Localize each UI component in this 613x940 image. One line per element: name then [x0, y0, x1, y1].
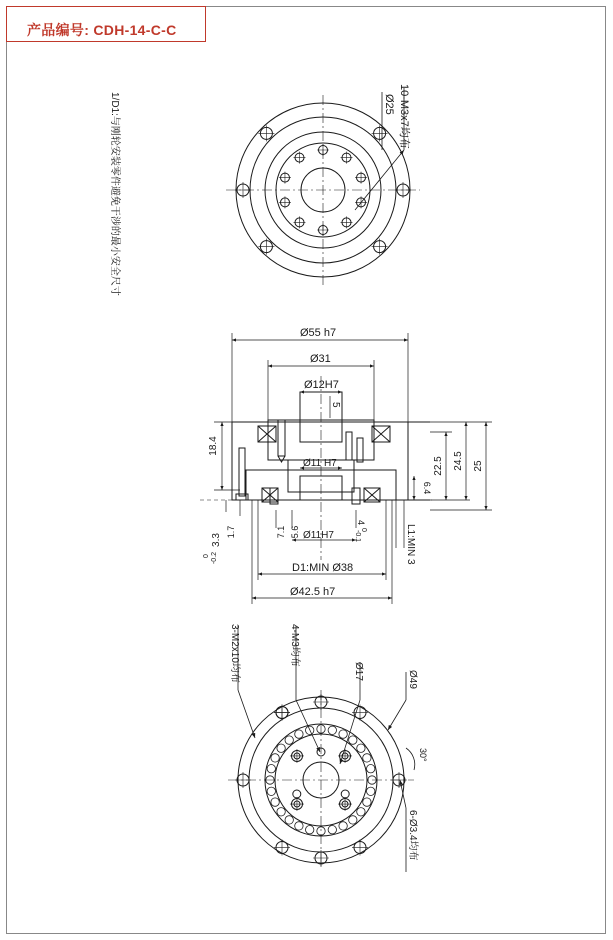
dim-d1: D1:MIN Ø38	[292, 562, 354, 574]
product-code-value: CDH-14-C-C	[93, 22, 177, 38]
top-callout-dia: Ø25	[383, 94, 395, 115]
ring-ball	[271, 754, 279, 762]
bottom-angle-30: 30°	[418, 748, 428, 762]
ring-ball	[363, 754, 371, 762]
dim-24-5: 24.5	[453, 451, 464, 471]
dim-25: 25	[473, 460, 484, 472]
ring-ball	[349, 736, 357, 744]
ring-ball	[267, 765, 275, 773]
dim-5-6: 5.6	[290, 525, 300, 539]
ring-ball	[306, 826, 314, 834]
bottom-view	[228, 690, 414, 870]
m2-hole	[341, 790, 349, 798]
top-view	[226, 95, 420, 288]
dim-3-3-tol-dn: -0.2	[211, 551, 218, 565]
dim-outer: Ø55 h7	[300, 327, 337, 339]
dim-4-tol-up: 0	[360, 528, 367, 532]
ring-ball	[277, 744, 285, 752]
dim-4-tol-dn: -0.1	[354, 530, 361, 543]
bottom-dim-17: Ø17	[353, 662, 364, 681]
bottom-dim-49: Ø49	[407, 670, 418, 689]
ring-ball	[363, 798, 371, 806]
ring-ball	[271, 798, 279, 806]
ring-ball	[285, 816, 293, 824]
ring-ball	[339, 730, 347, 738]
dim-3-3-tol-up: 0	[203, 554, 210, 558]
ring-ball	[367, 787, 375, 795]
dim-12h7: Ø12H7	[304, 379, 339, 391]
ring-ball	[357, 808, 365, 816]
ring-ball	[357, 744, 365, 752]
dim-22-5: 22.5	[433, 456, 444, 476]
top-callout-holes: 10-M3x7均布	[398, 84, 410, 149]
ring-ball	[328, 726, 336, 734]
dim-31: Ø31	[310, 353, 331, 365]
dim-4: 4	[356, 520, 366, 526]
dim-5: 5	[330, 402, 341, 408]
bottom-callout-m3: 4-M3均布	[289, 624, 300, 667]
d1-note: 1/D1:与刚轮安装零件避免干涉的最小安全尺寸	[109, 92, 120, 296]
ring-ball	[339, 822, 347, 830]
m2-hole	[293, 790, 301, 798]
ring-ball	[367, 765, 375, 773]
dim-l1: L1:MIN 3	[405, 524, 416, 565]
dim-7-1: 7.1	[276, 525, 286, 539]
ring-ball	[267, 787, 275, 795]
dim-6-4: 6.4	[422, 481, 432, 495]
top-callouts	[355, 88, 404, 210]
ring-ball	[349, 816, 357, 824]
bottom-callout-6holes: 6-Ø3.4均布	[407, 810, 418, 861]
dim-1-7: 1.7	[226, 525, 236, 539]
bottom-callouts	[238, 626, 415, 872]
ring-ball	[285, 736, 293, 744]
dim-3-3: 3.3	[211, 533, 222, 547]
dim-42-5: Ø42.5 h7	[290, 586, 336, 598]
dim-11h7-top: Ø11 H7	[303, 458, 337, 469]
ring-ball	[295, 822, 303, 830]
bottom-callout-m2: 3-M2x10均布	[229, 624, 240, 683]
ring-ball	[328, 826, 336, 834]
ring-ball	[295, 730, 303, 738]
dim-11h7-bot: Ø11H7	[303, 530, 334, 541]
dim-18-4: 18.4	[208, 436, 219, 456]
product-code-label: 产品编号:	[27, 22, 90, 38]
ring-ball	[277, 808, 285, 816]
